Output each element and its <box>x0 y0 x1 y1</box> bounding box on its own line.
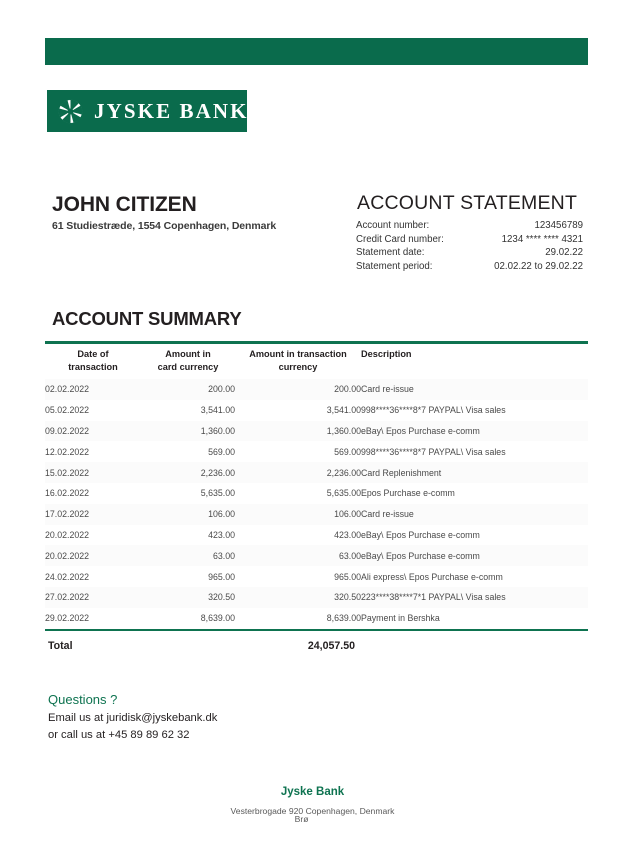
cell-description: Card re-issue <box>361 379 588 400</box>
statement-meta-list <box>356 219 583 273</box>
aperture-pinwheel-icon <box>58 99 83 124</box>
cell-card-amount: 2,236.00 <box>141 462 235 483</box>
cell-date: 29.02.2022 <box>45 608 141 629</box>
cell-card-amount: 5,635.00 <box>141 483 235 504</box>
questions-email-line: Email us at juridisk@jyskebank.dk <box>48 712 218 724</box>
cell-description: Card re-issue <box>361 504 588 525</box>
table-row <box>45 608 588 629</box>
cell-card-amount: 200.00 <box>141 379 235 400</box>
cell-date: 12.02.2022 <box>45 441 141 462</box>
top-green-banner <box>45 38 588 65</box>
table-row <box>45 525 588 546</box>
account-number-value: 123456789 <box>534 220 583 231</box>
cell-transaction-amount: 423.00 <box>235 525 361 546</box>
footer-address-overlap-text: Brø <box>294 814 309 824</box>
cell-date: 09.02.2022 <box>45 421 141 442</box>
cell-date: 02.02.2022 <box>45 379 141 400</box>
table-row <box>45 441 588 462</box>
cell-transaction-amount: 320.50 <box>235 587 361 608</box>
transactions-table-wrapper <box>45 341 588 658</box>
statement-meta-row <box>356 219 583 233</box>
cell-description: 998****36****8*7 PAYPAL\ Visa sales <box>361 441 588 462</box>
table-header-row <box>45 344 588 379</box>
cell-transaction-amount: 3,541.00 <box>235 400 361 421</box>
column-header-description: Description <box>361 349 412 359</box>
total-label: Total <box>48 639 73 652</box>
table-row <box>45 400 588 421</box>
table-row <box>45 566 588 587</box>
cell-card-amount: 8,639.00 <box>141 608 235 629</box>
cell-description: eBay\ Epos Purchase e-comm <box>361 525 588 546</box>
cell-date: 17.02.2022 <box>45 504 141 525</box>
footer-address <box>0 806 625 824</box>
questions-heading: Questions ? <box>48 692 118 707</box>
cell-card-amount: 569.00 <box>141 441 235 462</box>
cell-transaction-amount: 2,236.00 <box>235 462 361 483</box>
total-row <box>45 631 588 658</box>
statement-period-label: Statement period: <box>356 260 433 272</box>
column-header-date-line2: transaction <box>68 361 118 372</box>
statement-title: ACCOUNT STATEMENT <box>357 192 578 214</box>
table-row <box>45 504 588 525</box>
total-value: 24,057.50 <box>307 639 355 652</box>
footer-address-suffix: 20 Copenhagen, Denmark <box>293 806 395 816</box>
cell-description: Card Replenishment <box>361 462 588 483</box>
statement-meta-row <box>356 246 583 260</box>
table-row <box>45 379 588 400</box>
statement-date-value: 29.02.22 <box>545 247 583 259</box>
table-header <box>45 344 588 379</box>
cell-description: eBay\ Epos Purchase e-comm <box>361 421 588 442</box>
customer-name: JOHN CITIZEN <box>52 193 197 216</box>
bank-logo <box>47 90 247 132</box>
credit-card-number-label: Credit Card number: <box>356 233 444 245</box>
cell-transaction-amount: 106.00 <box>235 504 361 525</box>
cell-date: 20.02.2022 <box>45 525 141 546</box>
cell-description: Ali express\ Epos Purchase e-comm <box>361 566 588 587</box>
cell-date: 05.02.2022 <box>45 400 141 421</box>
table-row <box>45 587 588 608</box>
cell-card-amount: 1,360.00 <box>141 421 235 442</box>
footer-bank-name: Jyske Bank <box>280 786 345 798</box>
credit-card-number-value: 1234 **** **** 4321 <box>501 233 583 245</box>
table-body <box>45 379 588 629</box>
footer-address-prefix: Vesterbrogade 9 <box>230 806 294 816</box>
cell-transaction-amount: 569.00 <box>235 441 361 462</box>
cell-card-amount: 965.00 <box>141 566 235 587</box>
cell-card-amount: 423.00 <box>141 525 235 546</box>
column-header-transaction-amount <box>235 344 361 379</box>
account-number-label: Account number: <box>356 220 430 231</box>
table-row <box>45 421 588 442</box>
bank-logo-text: JYSKE BANK <box>94 98 249 123</box>
statement-date-label: Statement date: <box>356 247 425 259</box>
cell-transaction-amount: 5,635.00 <box>235 483 361 504</box>
column-header-card-line1: Amount in <box>165 349 211 359</box>
cell-date: 27.02.2022 <box>45 587 141 608</box>
column-header-txn-line1: Amount in transaction <box>249 349 347 359</box>
cell-description: eBay\ Epos Purchase e-comm <box>361 545 588 566</box>
table-row <box>45 545 588 566</box>
column-header-txn-line2: currency <box>278 361 318 372</box>
column-header-card-amount <box>141 344 235 379</box>
cell-description: 223****38****7*1 PAYPAL\ Visa sales <box>361 587 588 608</box>
statement-meta-row <box>356 233 583 247</box>
cell-description: 998****36****8*7 PAYPAL\ Visa sales <box>361 400 588 421</box>
cell-date: 20.02.2022 <box>45 545 141 566</box>
cell-card-amount: 3,541.00 <box>141 400 235 421</box>
cell-card-amount: 106.00 <box>141 504 235 525</box>
table-row <box>45 462 588 483</box>
statement-period-value: 02.02.22 to 29.02.22 <box>494 260 583 272</box>
customer-address: 61 Studiestræde, 1554 Copenhagen, Denmark <box>52 220 277 232</box>
cell-transaction-amount: 1,360.00 <box>235 421 361 442</box>
cell-transaction-amount: 63.00 <box>235 545 361 566</box>
table-row <box>45 483 588 504</box>
cell-card-amount: 63.00 <box>141 545 235 566</box>
cell-card-amount: 320.50 <box>141 587 235 608</box>
cell-date: 15.02.2022 <box>45 462 141 483</box>
cell-transaction-amount: 200.00 <box>235 379 361 400</box>
cell-transaction-amount: 8,639.00 <box>235 608 361 629</box>
column-header-date <box>45 344 141 379</box>
cell-date: 24.02.2022 <box>45 566 141 587</box>
statement-meta-row <box>356 260 583 274</box>
cell-transaction-amount: 965.00 <box>235 566 361 587</box>
questions-phone-line: or call us at +45 89 89 62 32 <box>48 729 190 741</box>
column-header-date-line1: Date of <box>77 349 109 359</box>
account-summary-title: ACCOUNT SUMMARY <box>52 308 242 329</box>
cell-description: Payment in Bershka <box>361 608 588 629</box>
transactions-table <box>45 344 588 629</box>
cell-description: Epos Purchase e-comm <box>361 483 588 504</box>
column-header-card-line2: card currency <box>157 361 219 372</box>
cell-date: 16.02.2022 <box>45 483 141 504</box>
